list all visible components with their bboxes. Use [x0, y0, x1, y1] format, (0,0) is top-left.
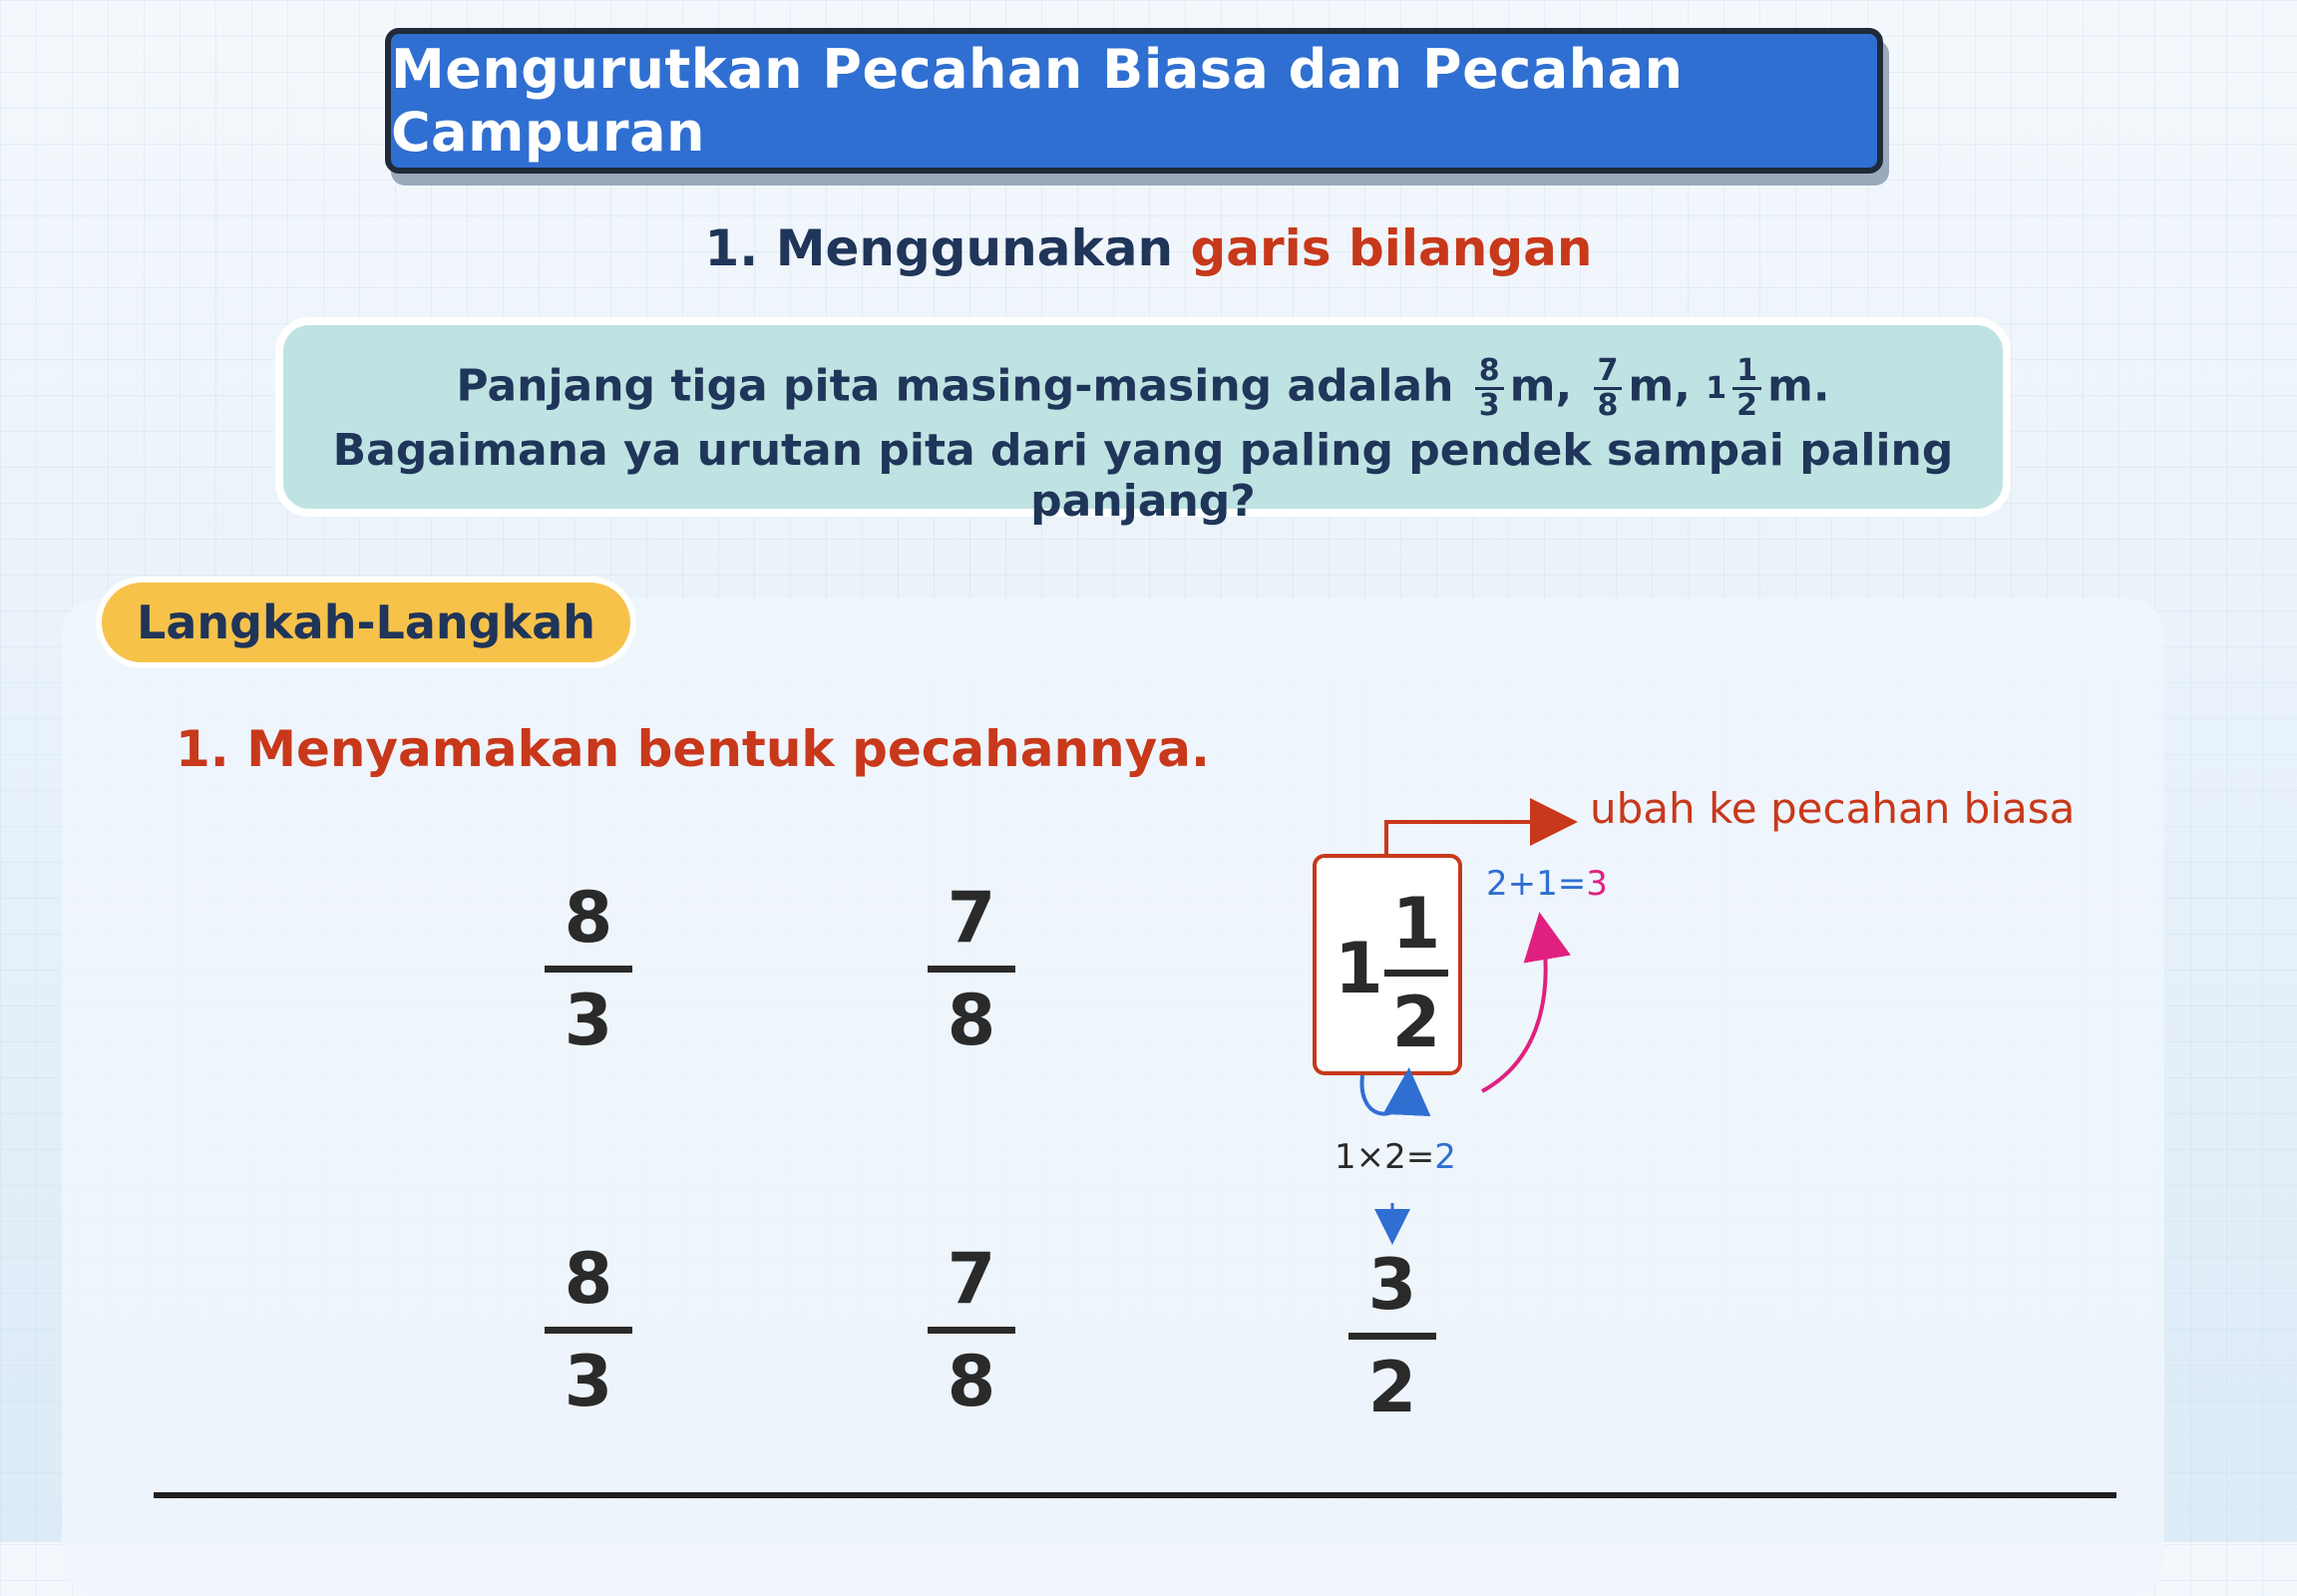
- multiplication-annotation: 1×2=2: [1335, 1137, 1456, 1177]
- unit-sep-2: m,: [1628, 360, 1691, 412]
- mixed-whole: 1: [1335, 928, 1383, 1009]
- unit-end: m.: [1767, 360, 1830, 412]
- unit-sep-1: m,: [1509, 360, 1573, 412]
- question-fraction-1: $\frac{8}{3}$: [1475, 355, 1504, 422]
- row1-fraction-1: 8 3: [529, 878, 648, 1060]
- question-line-2: Bagaimana ya urutan pita dari yang paling pendek sampai paling panjang?: [332, 425, 1954, 527]
- section-heading-highlight: garis bilangan: [1190, 219, 1593, 277]
- divider: [154, 1492, 2116, 1498]
- question-fraction-2: $\frac{7}{8}$: [1594, 355, 1623, 422]
- row2-fraction-1: 8 3: [529, 1239, 648, 1421]
- row1-fraction-2: 7 8: [912, 878, 1031, 1060]
- question-fraction-3: $\frac{1}{2}$: [1732, 355, 1761, 422]
- steps-label: Langkah-Langkah: [96, 577, 636, 668]
- multiply-arrow: [1362, 1075, 1408, 1114]
- question-mixed-whole: 1: [1706, 371, 1727, 406]
- addition-annotation: 2+1=3: [1486, 864, 1608, 904]
- row2-fraction-2: 7 8: [912, 1239, 1031, 1421]
- convert-arrow: [1386, 822, 1570, 854]
- add-arrow: [1482, 928, 1546, 1091]
- mixed-fraction-part: 1 2: [1366, 884, 1466, 1062]
- page-title: Mengurutkan Pecahan Biasa dan Pecahan Campuran: [385, 28, 1883, 174]
- section-heading-prefix: 1. Menggunakan: [704, 219, 1191, 277]
- row2-fraction-3: 3 2: [1333, 1245, 1452, 1427]
- convert-annotation: ubah ke pecahan biasa: [1590, 784, 2076, 833]
- step-1-title: 1. Menyamakan bentuk pecahannya.: [176, 720, 1211, 778]
- question-prefix: Panjang tiga pita masing-masing adalah: [456, 360, 1454, 412]
